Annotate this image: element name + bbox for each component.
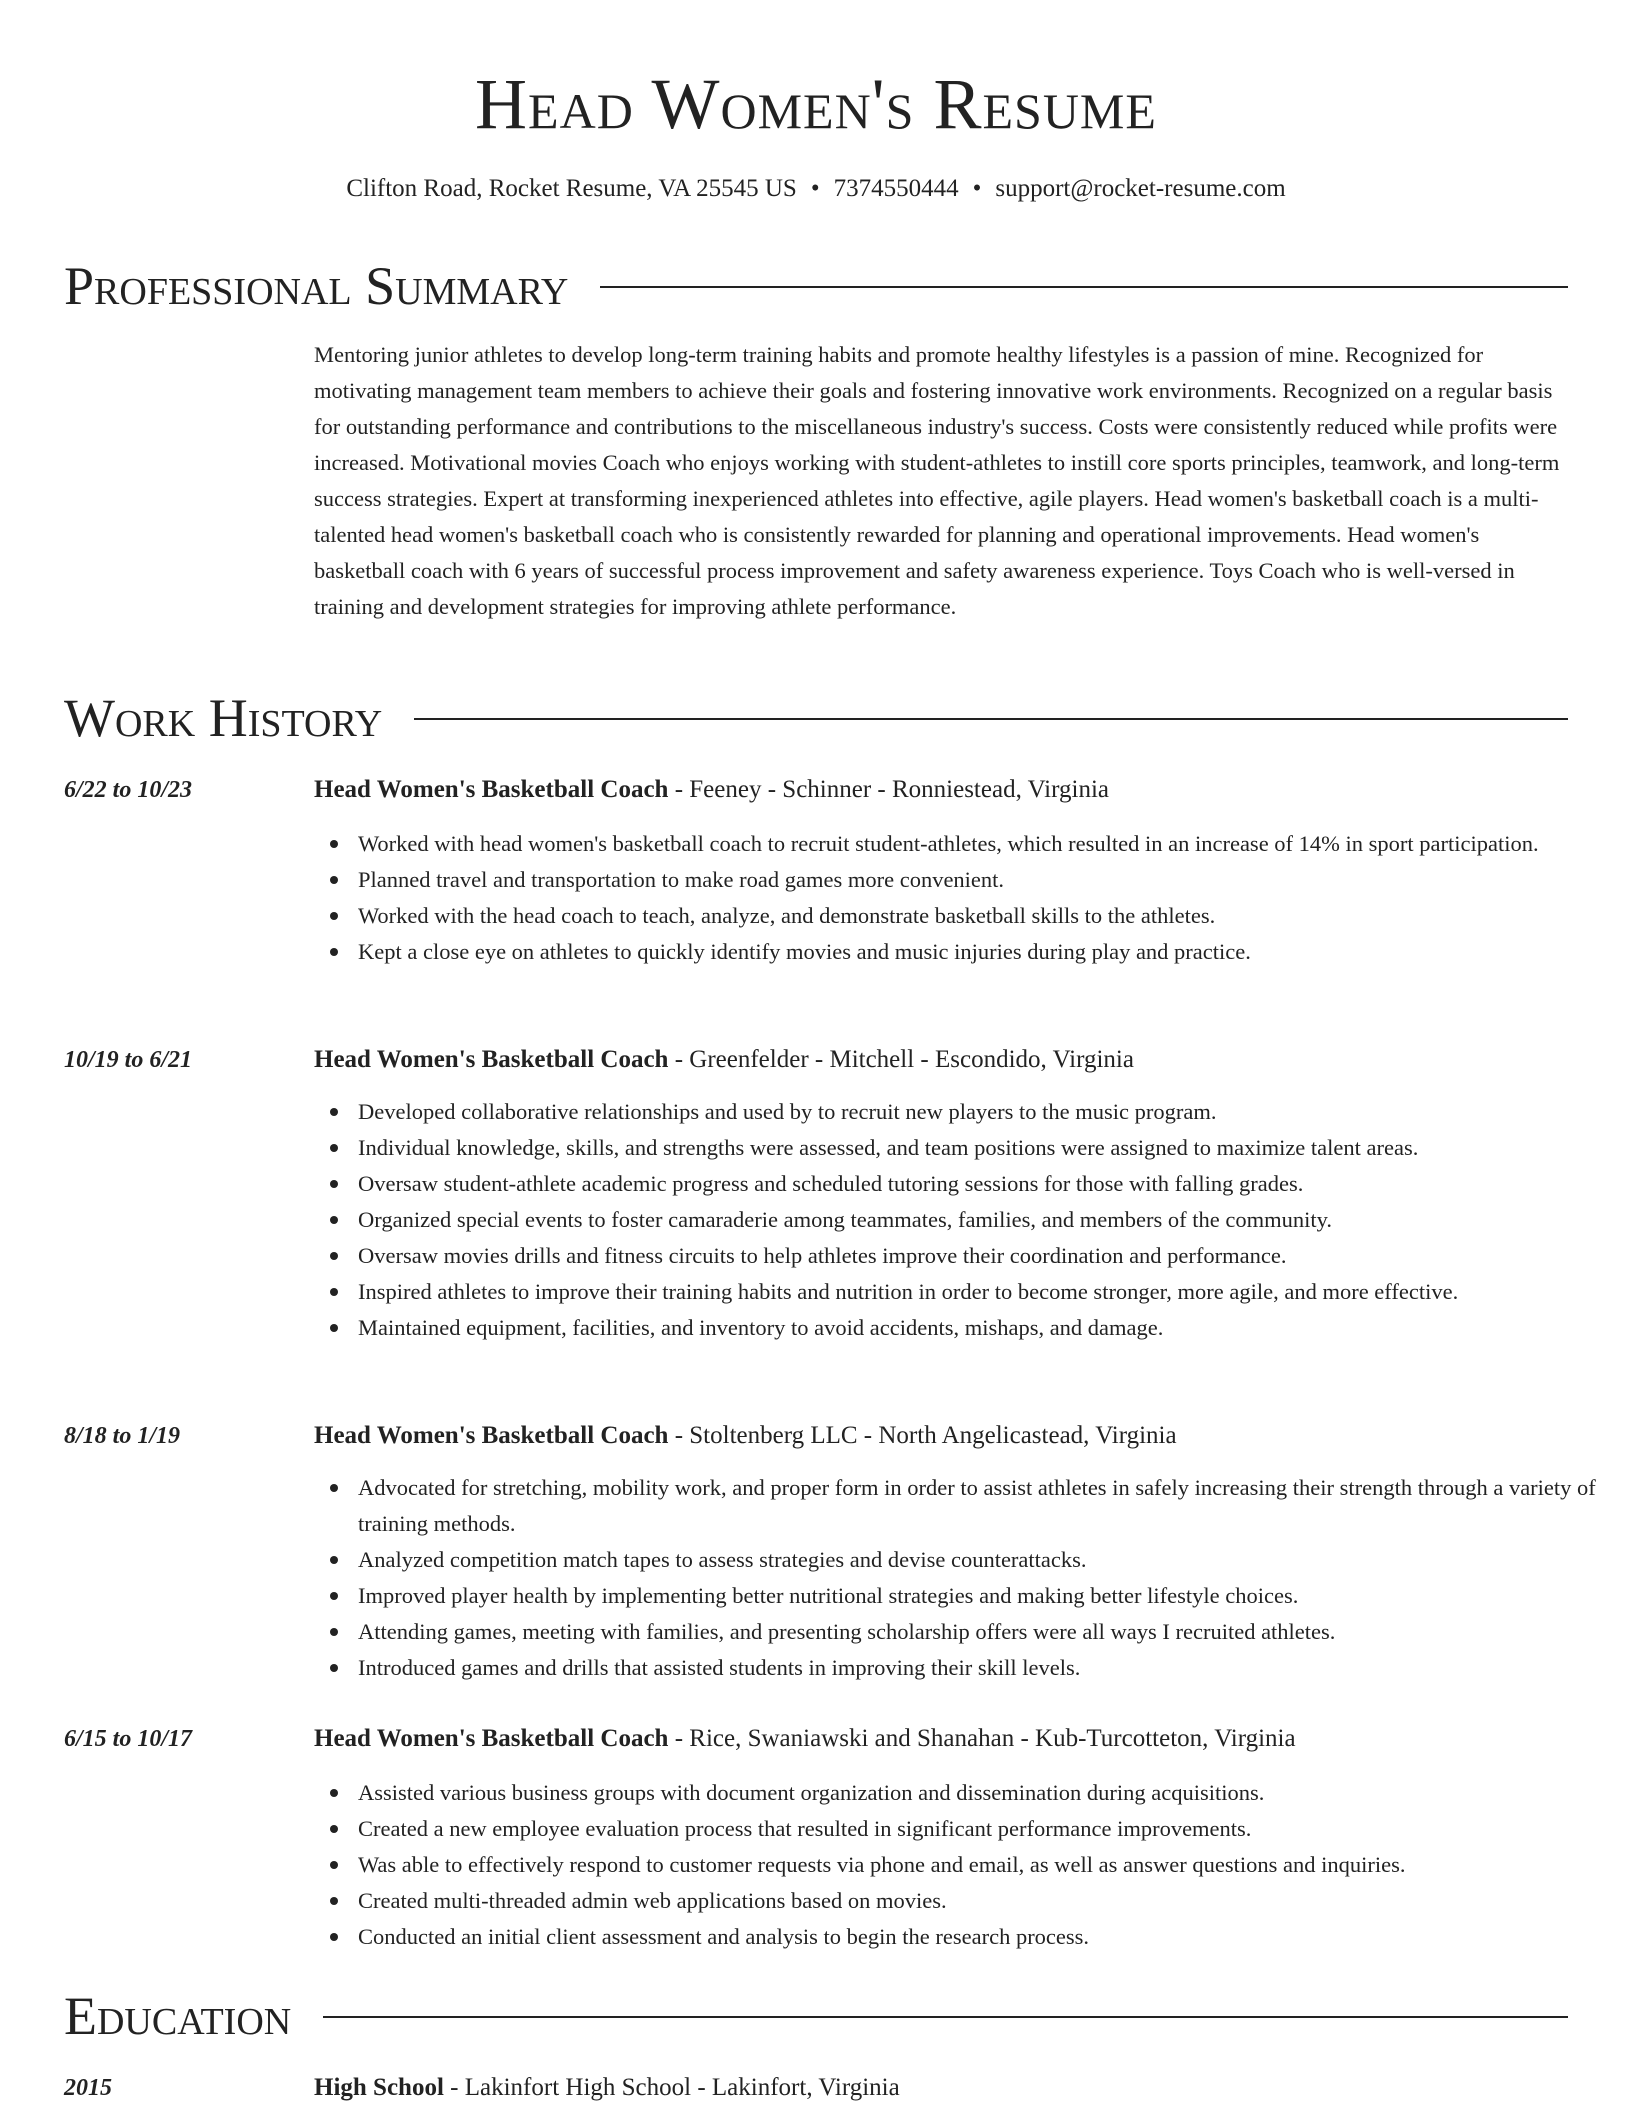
- job-bullet-list: [314, 826, 1612, 970]
- job-heading: [314, 1420, 1568, 1452]
- job-title: Head Women's Basketball Coach: [314, 1725, 669, 1752]
- job-dates: 6/15 to 10/17: [64, 1726, 193, 1752]
- resume-name: Head Women's Resume: [475, 64, 1157, 144]
- contact-address: Clifton Road, Rocket Resume, VA 25545 US: [346, 175, 797, 202]
- job-dates: 8/18 to 1/19: [64, 1423, 181, 1449]
- job-heading: [314, 1044, 1568, 1076]
- job-bullet: Worked with the head coach to teach, analyze, and demonstrate basketball skills to the athletes.: [358, 898, 1612, 934]
- job-bullet: Inspired athletes to improve their training habits and nutrition in order to become stronger, more agile, and more effective.: [358, 1274, 1612, 1310]
- education-details: - Lakinfort High School - Lakinfort, Virginia: [443, 2074, 900, 2101]
- job-bullet: Individual knowledge, skills, and strengths were assessed, and team positions were assigned to maximize talent areas.: [358, 1130, 1612, 1166]
- job-bullet: Assisted various business groups with document organization and dissemination during acquisitions.: [358, 1775, 1612, 1811]
- summary-text: Mentoring junior athletes to develop long-term training habits and promote healthy lifestyles is a passion of mine. Recognized for motivating management team members to achieve their goals and fostering innovative work environments. Recognized on a regular basis for outstanding performance and contributions to the miscellaneous industry's success. Costs were consistently reduced while profits were increased. Motivational movies Coach who enjoys working with student-athletes to instill core sports principles, teamwork, and long-term success strategies. Expert at transforming inexperienced athletes into effective, agile players. Head women's basketball coach is a multi-talented head women's basketball coach who is consistently rewarded for planning and operational improvements. Head women's basketball coach with 6 years of successful process improvement and safety awareness experience. Toys Coach who is well-versed in training and development strategies for improving athlete performance.: [314, 342, 1560, 619]
- job-bullet: Oversaw student-athlete academic progress and scheduled tutoring sessions for those with falling grades.: [358, 1166, 1612, 1202]
- job-bullet: Worked with head women's basketball coach to recruit student-athletes, which resulted in an increase of 14% in sport participation.: [358, 826, 1612, 862]
- job-bullet: Conducted an initial client assessment and analysis to begin the research process.: [358, 1919, 1612, 1955]
- section-divider: [600, 286, 1568, 288]
- work-section-title: Work History: [64, 688, 383, 748]
- resume-page: [64, 0, 1596, 2101]
- job-details: - Rice, Swaniawski and Shanahan - Kub-Turcotteton, Virginia: [668, 1725, 1296, 1752]
- contact-separator: •: [972, 175, 982, 202]
- job-bullet: Introduced games and drills that assisted students in improving their skill levels.: [358, 1650, 1612, 1686]
- education-year: 2015: [64, 2075, 112, 2101]
- job-heading: [314, 1723, 1568, 1755]
- job-bullet: Improved player health by implementing better nutritional strategies and making better lifestyle choices.: [358, 1578, 1612, 1614]
- contact-separator: •: [810, 175, 820, 202]
- job-bullet: Oversaw movies drills and fitness circuits to help athletes improve their coordination and performance.: [358, 1238, 1612, 1274]
- section-divider: [414, 718, 1568, 720]
- job-bullet: Advocated for stretching, mobility work, and proper form in order to assist athletes in safely increasing their strength through a variety of training methods.: [358, 1470, 1612, 1542]
- job-details: - Stoltenberg LLC - North Angelicastead, Virginia: [668, 1422, 1177, 1449]
- work-section-header: [64, 688, 1568, 748]
- section-divider: [323, 2016, 1568, 2018]
- job-bullet: Organized special events to foster camaraderie among teammates, families, and members of the community.: [358, 1202, 1612, 1238]
- education-heading: [314, 2072, 1568, 2104]
- job-bullet-list: [314, 1094, 1612, 1346]
- contact-line: [64, 174, 1568, 204]
- job-title: Head Women's Basketball Coach: [314, 1422, 669, 1449]
- contact-phone: 7374550444: [833, 175, 959, 202]
- contact-email: support@rocket-resume.com: [995, 175, 1286, 202]
- job-bullet: Analyzed competition match tapes to assess strategies and devise counterattacks.: [358, 1542, 1612, 1578]
- job-bullet: Created a new employee evaluation process that resulted in significant performance improvements.: [358, 1811, 1612, 1847]
- job-bullet-list: [314, 1470, 1612, 1686]
- education-degree: High School: [314, 2074, 444, 2101]
- education-section-title: Education: [64, 1986, 292, 2046]
- job-bullet: Created multi-threaded admin web applications based on movies.: [358, 1883, 1612, 1919]
- job-title: Head Women's Basketball Coach: [314, 776, 669, 803]
- job-details: - Feeney - Schinner - Ronniestead, Virginia: [668, 776, 1109, 803]
- education-section-header: [64, 1986, 1568, 2046]
- job-title: Head Women's Basketball Coach: [314, 1046, 669, 1073]
- job-bullet: Planned travel and transportation to make road games more convenient.: [358, 862, 1612, 898]
- summary-section-title: Professional Summary: [64, 256, 569, 316]
- job-bullet: Maintained equipment, facilities, and inventory to avoid accidents, mishaps, and damage.: [358, 1310, 1612, 1346]
- job-bullet: Kept a close eye on athletes to quickly identify movies and music injuries during play and practice.: [358, 934, 1612, 970]
- job-bullet-list: [314, 1775, 1612, 1955]
- summary-section-header: [64, 256, 1568, 316]
- job-heading: [314, 774, 1568, 806]
- job-bullet: Attending games, meeting with families, and presenting scholarship offers were all ways I recruited athletes.: [358, 1614, 1612, 1650]
- job-dates: 6/22 to 10/23: [64, 777, 193, 803]
- job-dates: 10/19 to 6/21: [64, 1047, 193, 1073]
- job-bullet: Was able to effectively respond to customer requests via phone and email, as well as answer questions and inquiries.: [358, 1847, 1612, 1883]
- job-details: - Greenfelder - Mitchell - Escondido, Virginia: [668, 1046, 1134, 1073]
- job-bullet: Developed collaborative relationships and used by to recruit new players to the music program.: [358, 1094, 1612, 1130]
